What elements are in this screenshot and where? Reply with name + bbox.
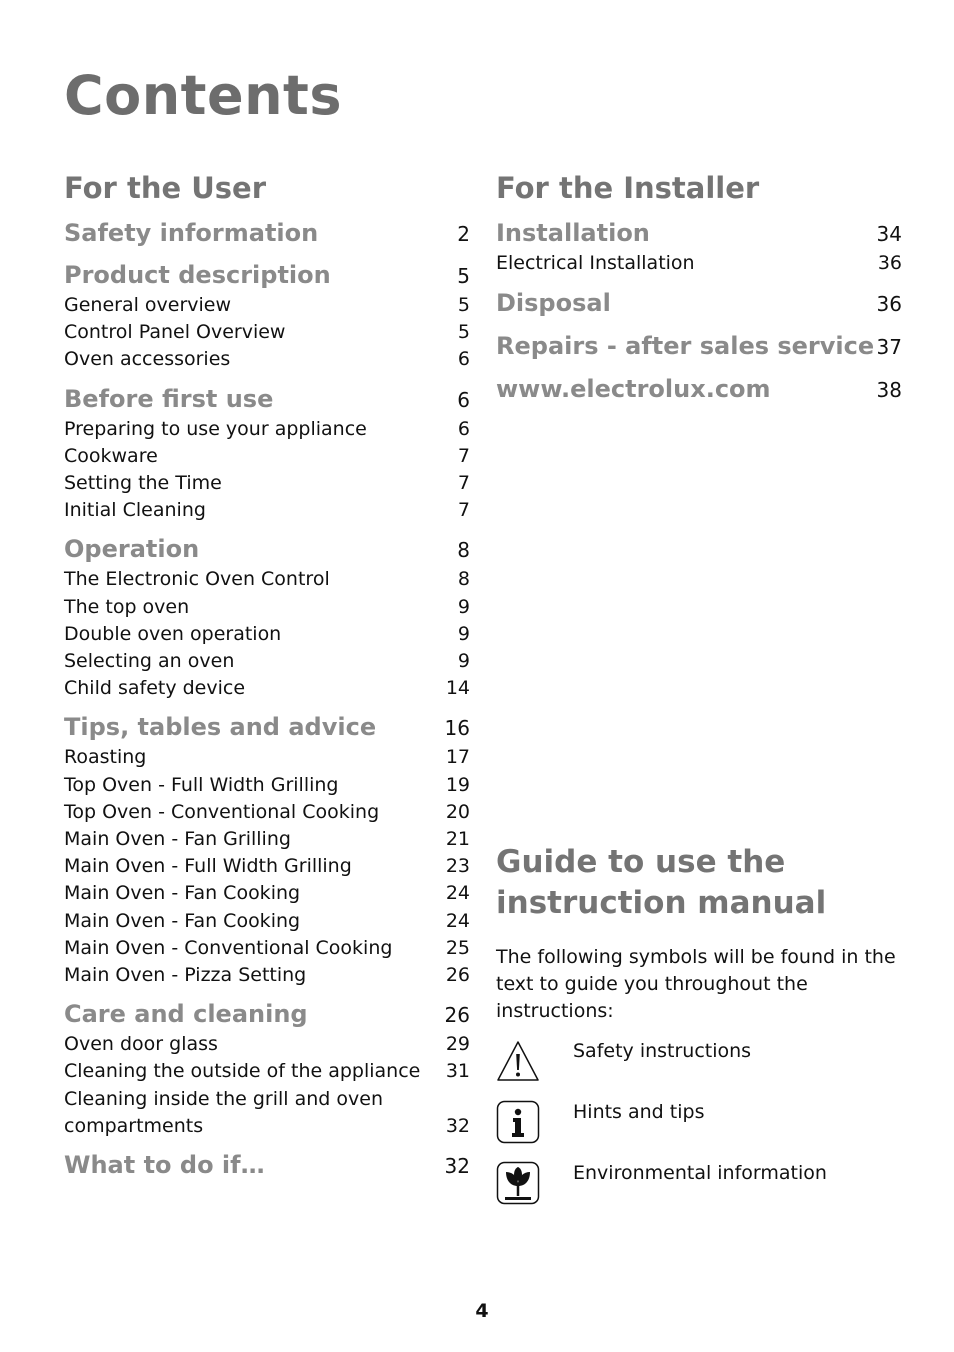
toc-item-page: 7 [457, 444, 470, 467]
toc-item-text: Oven door glass [64, 1033, 218, 1056]
toc-section-title: Operation [64, 535, 200, 564]
toc-section-page: 36 [876, 292, 902, 317]
toc-section [64, 534, 470, 702]
toc-section-title: Disposal [496, 289, 611, 318]
toc-item-page: 9 [457, 650, 470, 673]
toc-item[interactable] [64, 1086, 470, 1140]
toc-section [64, 999, 470, 1140]
toc-section-header[interactable] [64, 534, 470, 566]
toc-section [64, 260, 470, 374]
guide-heading-line: instruction manual [496, 885, 827, 921]
toc-section-page: 37 [876, 335, 902, 360]
toc-item-page: 24 [445, 909, 470, 932]
toc-item-text: Roasting [64, 746, 147, 769]
toc-item-page: 6 [457, 348, 470, 371]
toc-section-header[interactable] [496, 331, 902, 363]
guide-heading-line: Guide to use the [496, 844, 786, 880]
toc-section-header[interactable] [64, 384, 470, 416]
toc-item[interactable] [64, 594, 470, 621]
toc-section [64, 218, 470, 250]
toc-item-page: 32 [445, 1114, 470, 1137]
toc-item-text: Cleaning the outside of the appliance [64, 1060, 421, 1083]
toc-section-title: Repairs - after sales service [496, 332, 875, 361]
toc-item[interactable] [64, 1058, 470, 1085]
toc-item[interactable] [64, 935, 470, 962]
toc-section-header[interactable] [496, 374, 902, 406]
toc-section-title: Care and cleaning [64, 1000, 308, 1029]
toc-section-title: Product description [64, 261, 331, 289]
toc-item[interactable] [64, 1031, 470, 1058]
toc-item[interactable] [64, 648, 470, 675]
toc-item[interactable] [64, 744, 470, 771]
toc-item[interactable] [64, 470, 470, 497]
toc-item-page: 20 [445, 800, 470, 823]
toc-section-title: Tips, tables and advice [64, 713, 377, 742]
toc-section-page: 38 [876, 378, 902, 403]
guide-intro: The following symbols will be found in the text to guide you throughout the instructions: [496, 946, 896, 1022]
installer-contents [496, 170, 902, 417]
toc-item-page: 36 [877, 252, 902, 274]
toc-item-page: 9 [457, 595, 470, 618]
toc-item-page: 14 [445, 677, 470, 700]
toc-item-text: Double oven operation [64, 622, 282, 645]
toc-item-page: 31 [445, 1060, 470, 1083]
website-link[interactable]: www.electrolux.com [496, 375, 771, 404]
toc-section-page: 32 [444, 1154, 470, 1179]
toc-item-text: Initial Cleaning [64, 499, 206, 522]
toc-section-title: What to do if… [64, 1151, 265, 1180]
toc-item-text: Selecting an oven [64, 650, 235, 673]
toc-item[interactable] [64, 908, 470, 935]
toc-section-title: Before first use [64, 384, 274, 413]
toc-section-page: 26 [444, 1003, 470, 1028]
toc-item-page: 7 [457, 499, 470, 522]
toc-item-page: 5 [457, 294, 470, 316]
toc-item-text: Main Oven - Fan Grilling [64, 828, 291, 851]
toc-item[interactable] [64, 566, 470, 593]
toc-item-text: Main Oven - Pizza Setting [64, 964, 307, 987]
symbol-label: Safety instructions [573, 1040, 752, 1062]
toc-section-page: 6 [457, 387, 470, 412]
toc-section-title: Installation [496, 219, 650, 247]
toc-item[interactable] [64, 799, 470, 826]
toc-section-header[interactable] [496, 288, 902, 320]
toc-item[interactable] [64, 319, 470, 346]
toc-item-text: Cleaning inside the grill and oven compartments [64, 1087, 383, 1137]
toc-section-page: 5 [457, 264, 470, 288]
toc-item-page: 17 [445, 746, 470, 769]
toc-item[interactable] [64, 772, 470, 799]
toc-item-page: 6 [457, 417, 470, 440]
toc-item[interactable] [64, 826, 470, 853]
toc-item-page: 8 [457, 568, 470, 591]
toc-item-text: Cookware [64, 444, 158, 467]
toc-section [496, 331, 902, 363]
user-contents [64, 170, 470, 1192]
toc-item[interactable] [496, 250, 902, 277]
page-title: Contents [64, 64, 343, 127]
toc-item[interactable] [64, 675, 470, 702]
toc-section-page: 8 [457, 538, 470, 563]
toc-item[interactable] [64, 962, 470, 989]
guide-section [496, 842, 926, 1222]
toc-section-header[interactable] [64, 218, 470, 250]
toc-item[interactable] [64, 416, 470, 443]
toc-item-text: Top Oven - Conventional Cooking [64, 800, 380, 823]
toc-item-text: General overview [64, 294, 232, 316]
toc-item[interactable] [64, 346, 470, 373]
toc-item-text: The top oven [64, 595, 190, 618]
warning-triangle-icon [496, 1039, 540, 1083]
toc-item-text: Electrical Installation [496, 252, 695, 274]
symbol-row [496, 1161, 926, 1222]
symbol-label: Hints and tips [573, 1101, 705, 1123]
toc-section [496, 218, 902, 277]
toc-item-page: 26 [445, 964, 470, 987]
toc-section-header[interactable] [64, 1150, 470, 1182]
toc-item-page: 23 [445, 855, 470, 878]
toc-section [496, 374, 902, 406]
toc-section [64, 384, 470, 525]
installer-heading: For the Installer [496, 171, 760, 205]
toc-item[interactable] [64, 621, 470, 648]
toc-section-page: 34 [876, 222, 902, 246]
toc-item-text: Oven accessories [64, 348, 231, 371]
environment-icon [496, 1161, 540, 1205]
user-heading: For the User [64, 171, 267, 205]
toc-section-header[interactable] [64, 260, 470, 292]
toc-item-page: 19 [445, 773, 470, 796]
toc-item-text: Setting the Time [64, 472, 222, 495]
toc-item[interactable] [64, 853, 470, 880]
toc-section [64, 712, 470, 989]
guide-heading [496, 842, 926, 924]
toc-item-text: The Electronic Oven Control [64, 568, 330, 591]
toc-section-page: 16 [444, 716, 470, 741]
symbol-row [496, 1100, 926, 1161]
symbol-row [496, 1039, 926, 1100]
toc-section [64, 1150, 470, 1182]
toc-item[interactable] [64, 292, 470, 319]
toc-item[interactable] [64, 880, 470, 907]
toc-section-header[interactable] [64, 999, 470, 1031]
toc-item[interactable] [64, 443, 470, 470]
toc-section-title: Safety information [64, 219, 319, 247]
toc-item-text: Child safety device [64, 677, 246, 700]
toc-item-page: 29 [445, 1033, 470, 1056]
toc-item[interactable] [64, 497, 470, 524]
toc-item-text: Top Oven - Full Width Grilling [64, 773, 339, 796]
toc-item-page: 21 [445, 828, 470, 851]
toc-item-page: 5 [457, 321, 470, 344]
toc-item-page: 7 [457, 472, 470, 495]
toc-item-text: Preparing to use your appliance [64, 417, 367, 440]
toc-section-page: 2 [457, 222, 470, 246]
toc-item-text: Main Oven - Conventional Cooking [64, 936, 393, 959]
info-icon [496, 1100, 540, 1144]
toc-item-text: Main Oven - Fan Cooking [64, 882, 301, 905]
toc-section-header[interactable] [496, 218, 902, 250]
toc-section-header[interactable] [64, 712, 470, 744]
toc-item-text: Control Panel Overview [64, 321, 286, 344]
toc-item-page: 9 [457, 622, 470, 645]
toc-section [496, 288, 902, 320]
page-number: 4 [475, 1300, 489, 1322]
toc-item-page: 25 [445, 936, 470, 959]
symbol-label: Environmental information [573, 1162, 827, 1184]
toc-item-text: Main Oven - Full Width Grilling [64, 855, 352, 878]
toc-item-page: 24 [445, 882, 470, 905]
toc-item-text: Main Oven - Fan Cooking [64, 909, 301, 932]
